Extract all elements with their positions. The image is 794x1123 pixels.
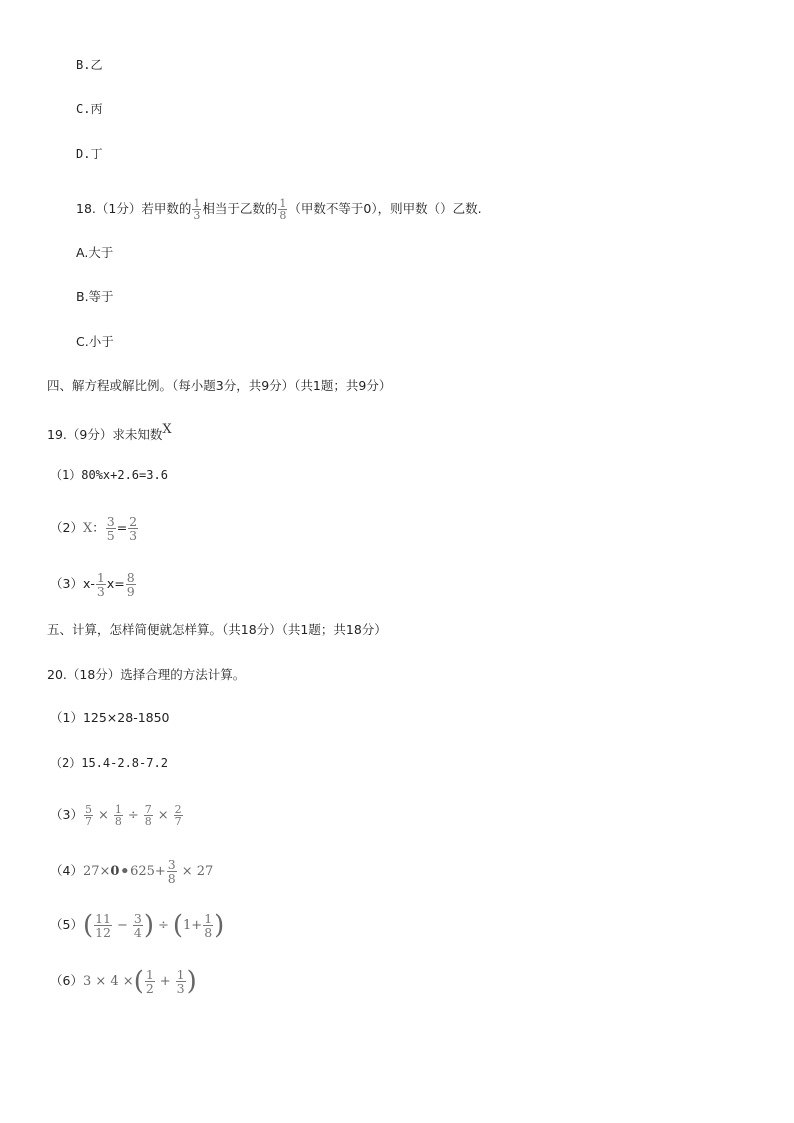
fraction-one-eighth bbox=[278, 198, 287, 221]
divide-sign: ÷ bbox=[157, 918, 169, 933]
fraction-denominator: 3 bbox=[193, 209, 201, 222]
question-18 bbox=[76, 198, 482, 221]
option-a-18: A.大于 bbox=[76, 245, 114, 260]
fraction-denominator: 4 bbox=[133, 925, 142, 940]
fraction-two-sevenths bbox=[174, 804, 183, 827]
fraction-numerator: 3 bbox=[106, 514, 115, 529]
fraction-numerator: 1 bbox=[96, 570, 105, 585]
q19-part-2 bbox=[50, 515, 139, 542]
fraction-numerator: 3 bbox=[167, 857, 176, 872]
fraction-numerator: 1 bbox=[114, 803, 122, 816]
fraction-denominator: 9 bbox=[126, 584, 135, 599]
fraction-seven-eighths bbox=[144, 804, 153, 827]
fraction-denominator: 8 bbox=[167, 871, 176, 886]
fraction-denominator: 8 bbox=[114, 815, 122, 828]
fraction-numerator: 1 bbox=[279, 197, 287, 210]
fraction-denominator: 12 bbox=[95, 925, 112, 940]
question-18-prefix: 18.（1分）若甲数的 bbox=[76, 201, 192, 216]
q20-part-4-a: 27× bbox=[82, 864, 111, 879]
times-sign: × bbox=[157, 808, 169, 823]
fraction-numerator: 1 bbox=[176, 967, 185, 982]
option-c-17: C.丙 bbox=[76, 102, 103, 116]
minus-sign: − bbox=[117, 918, 128, 933]
fraction-eleven-twelfths bbox=[94, 912, 112, 939]
fraction-numerator: 11 bbox=[95, 911, 112, 926]
q19-part-3-label: （3） bbox=[50, 576, 83, 591]
q20-part-3 bbox=[50, 804, 184, 827]
left-paren: ( bbox=[172, 910, 184, 941]
q19-part-2-eq: = bbox=[116, 520, 128, 535]
fraction-denominator: 7 bbox=[84, 815, 92, 828]
q20-part-3-label: （3） bbox=[50, 807, 83, 822]
fraction-eight-ninths bbox=[126, 571, 136, 598]
q20-part-4-zero: 0 bbox=[110, 864, 120, 879]
fraction-five-sevenths bbox=[84, 804, 93, 827]
fraction-numerator: 1 bbox=[204, 911, 213, 926]
fraction-denominator: 3 bbox=[176, 981, 185, 996]
q19-part-3 bbox=[50, 571, 137, 598]
plus-sign: + bbox=[159, 974, 171, 989]
times-sign: × bbox=[97, 808, 109, 823]
q20-part-4-c: 625+ bbox=[130, 864, 166, 879]
fraction-one-third bbox=[96, 571, 106, 598]
q19-part-2-colon: ： bbox=[92, 520, 105, 535]
option-d-17: D.丁 bbox=[76, 147, 103, 161]
fraction-denominator: 7 bbox=[174, 815, 182, 828]
q20-part-4 bbox=[50, 858, 213, 885]
fraction-denominator: 8 bbox=[144, 815, 152, 828]
question-19-title: 19.（9分）求未知数 bbox=[47, 427, 163, 442]
fraction-one-eighth bbox=[114, 804, 123, 827]
decimal-dot: • bbox=[119, 861, 131, 882]
fraction-numerator: 2 bbox=[174, 803, 182, 816]
q20-part-6-label: （6） bbox=[50, 973, 83, 988]
fraction-denominator: 3 bbox=[129, 528, 138, 543]
option-c-18: C.小于 bbox=[76, 334, 114, 349]
fraction-one-third bbox=[176, 968, 186, 995]
fraction-numerator: 1 bbox=[145, 967, 154, 982]
fraction-numerator: 5 bbox=[84, 803, 92, 816]
q19-part-3-x2: x= bbox=[106, 576, 125, 591]
option-b-17: B.乙 bbox=[76, 58, 103, 72]
section-4-heading: 四、解方程或解比例。（每小题3分，共9分）（共1题；共9分） bbox=[47, 378, 392, 393]
right-paren: ) bbox=[214, 910, 225, 941]
q20-part-4-d: × 27 bbox=[181, 864, 214, 879]
fraction-denominator: 8 bbox=[204, 925, 213, 940]
right-paren: ) bbox=[143, 910, 154, 941]
fraction-denominator: 3 bbox=[96, 584, 105, 599]
q20-part-5-label: （5） bbox=[50, 917, 83, 932]
q20-part-1: （1）125×28-1850 bbox=[50, 710, 170, 725]
q20-part-5-one: 1+ bbox=[183, 918, 203, 933]
fraction-numerator: 8 bbox=[126, 570, 135, 585]
question-20-title: 20.（18分）选择合理的方法计算。 bbox=[47, 667, 246, 682]
q20-part-6 bbox=[50, 968, 197, 995]
unknown-x: X bbox=[162, 422, 172, 437]
q20-part-2: （2）15.4-2.8-7.2 bbox=[50, 756, 168, 770]
fraction-one-eighth bbox=[203, 912, 213, 939]
fraction-one-half bbox=[145, 968, 155, 995]
left-paren: ( bbox=[82, 910, 94, 941]
question-18-mid: 相当于乙数的 bbox=[202, 201, 278, 216]
question-19 bbox=[47, 421, 172, 444]
fraction-one-third bbox=[192, 198, 201, 221]
q19-part-2-var: X bbox=[82, 521, 93, 536]
fraction-three-fifths bbox=[106, 515, 116, 542]
q20-part-4-label: （4） bbox=[50, 863, 83, 878]
fraction-numerator: 3 bbox=[133, 911, 142, 926]
fraction-denominator: 2 bbox=[145, 981, 154, 996]
q20-part-5 bbox=[50, 912, 224, 939]
fraction-three-eighths bbox=[167, 858, 177, 885]
option-b-18: B.等于 bbox=[76, 289, 114, 304]
fraction-three-quarters bbox=[133, 912, 143, 939]
q20-part-6-a: 3 × 4 × bbox=[82, 974, 134, 989]
fraction-denominator: 5 bbox=[106, 528, 115, 543]
fraction-numerator: 1 bbox=[193, 197, 201, 210]
fraction-numerator: 2 bbox=[129, 514, 138, 529]
left-paren: ( bbox=[133, 966, 144, 997]
q19-part-3-x1: x- bbox=[82, 576, 95, 591]
fraction-two-thirds bbox=[128, 515, 138, 542]
section-5-heading: 五、计算，怎样简便就怎样算。（共18分）（共1题；共18分） bbox=[47, 622, 387, 637]
fraction-numerator: 7 bbox=[144, 803, 152, 816]
q19-part-2-label: （2） bbox=[50, 520, 83, 535]
divide-sign: ÷ bbox=[127, 808, 139, 823]
question-18-suffix: （甲数不等于0），则甲数（）乙数. bbox=[288, 201, 482, 216]
fraction-denominator: 8 bbox=[279, 209, 287, 222]
q19-part-1: （1）80%x+2.6=3.6 bbox=[50, 468, 168, 482]
right-paren: ) bbox=[186, 966, 197, 997]
